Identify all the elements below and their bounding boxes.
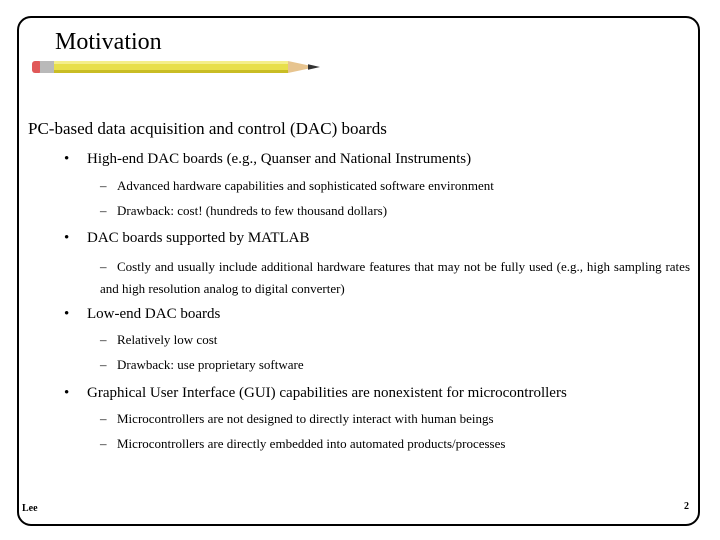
sub-text: Relatively low cost <box>117 332 218 347</box>
bullet-symbol: • <box>64 306 70 322</box>
sub-item <box>100 178 494 194</box>
sub-item <box>100 411 494 427</box>
sub-item <box>100 357 304 373</box>
bullet-symbol: • <box>64 151 70 167</box>
bullet-text: High-end DAC boards (e.g., Quanser and National Instruments) <box>87 151 472 167</box>
dash-symbol: – <box>100 411 107 426</box>
sub-item <box>100 256 690 300</box>
bullet-text: DAC boards supported by MATLAB <box>87 230 310 246</box>
bullet-symbol: • <box>64 385 70 401</box>
dash-symbol: – <box>100 436 107 451</box>
pencil-icon <box>30 58 322 78</box>
dash-symbol: – <box>100 332 107 347</box>
sub-item <box>100 203 387 219</box>
slide-title: Motivation <box>55 29 162 55</box>
sub-text: Microcontrollers are not designed to directly interact with human beings <box>117 411 494 426</box>
sub-item <box>100 436 505 452</box>
bullet-symbol: • <box>64 230 70 246</box>
sub-text: Drawback: cost! (hundreds to few thousand dollars) <box>117 203 388 218</box>
sub-text: Drawback: use proprietary software <box>117 357 304 372</box>
dash-symbol: – <box>100 178 107 193</box>
dash-symbol: – <box>100 357 107 372</box>
footer-author: Lee <box>22 503 38 514</box>
bullet-text: Low-end DAC boards <box>87 306 221 322</box>
sub-text: Microcontrollers are directly embedded into automated products/processes <box>117 436 506 451</box>
sub-item <box>100 332 217 348</box>
section-heading: PC-based data acquisition and control (DAC) boards <box>28 119 387 138</box>
dash-symbol: – <box>100 203 107 218</box>
page-number: 2 <box>684 501 689 512</box>
sub-text: Costly and usually include additional hardware features that may not be fully used (e.g., high sampling rates and high resolution analog to digital converter) <box>100 259 690 296</box>
sub-text: Advanced hardware capabilities and sophisticated software environment <box>117 178 494 193</box>
dash-symbol: – <box>100 259 107 274</box>
bullet-text: Graphical User Interface (GUI) capabilities are nonexistent for microcontrollers <box>87 385 567 401</box>
